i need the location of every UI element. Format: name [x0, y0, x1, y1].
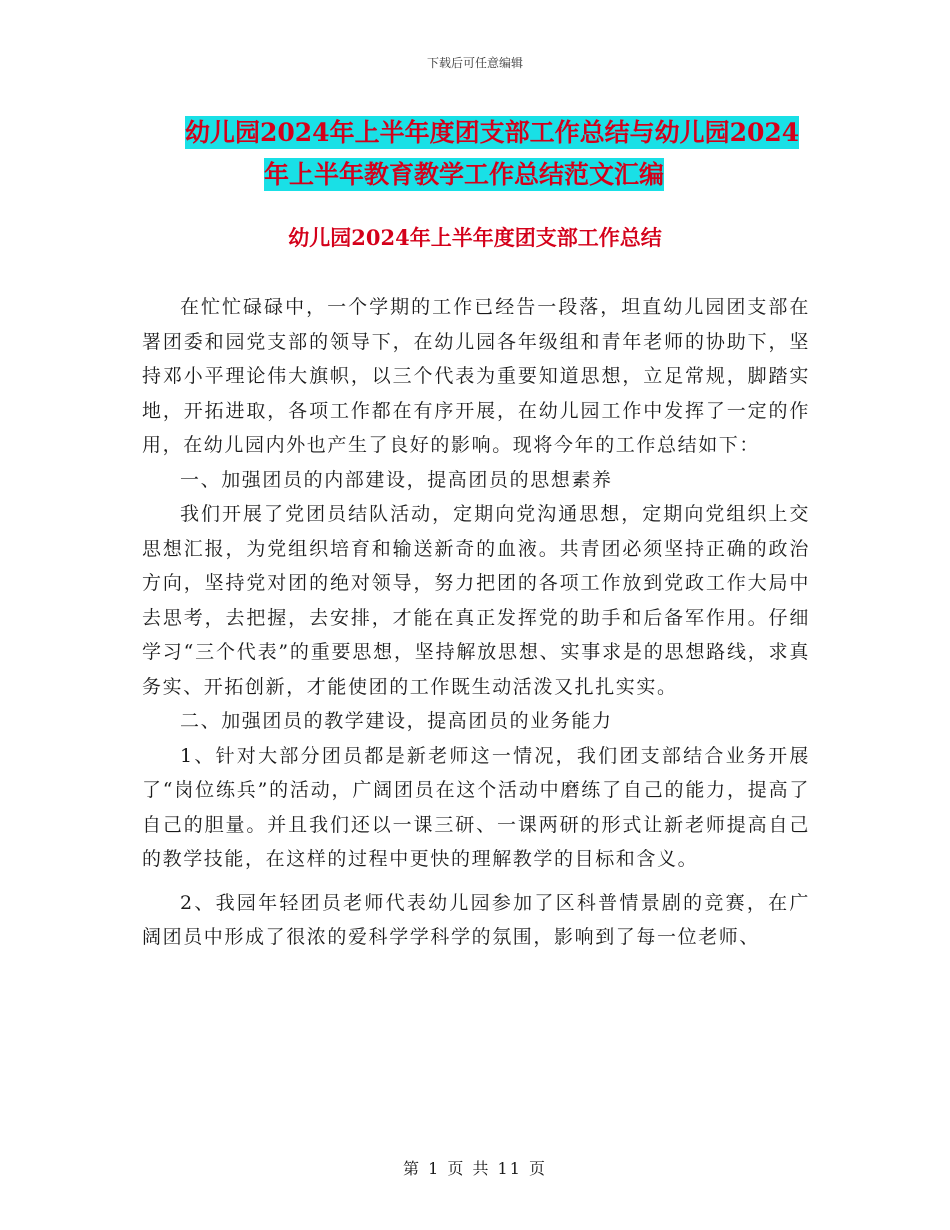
document-title — [185, 112, 825, 196]
body-text — [142, 290, 810, 955]
paragraph-heading: 二、加强团员的教学建设，提高团员的业务能力 — [180, 710, 613, 732]
page-footer: 第 1 页 共 11 页 — [403, 1159, 547, 1178]
title-line-2: 年上半年教育教学工作总结范文汇编 — [264, 160, 665, 189]
header-note: 下载后可任意编辑 — [426, 56, 523, 70]
paragraph: 2、我园年轻团员老师代表幼儿园参加了区科普情景剧的竞赛，在广阔团员中形成了很浓的爱科学学科学的氛围，影响到了每一位老师、 — [142, 891, 810, 948]
paragraph: 我们开展了党团员结队活动，定期向党沟通思想，定期向党组织上交思想汇报，为党组织培育和输送新奇的血液。共青团必须坚持正确的政治方向，坚持党对团的绝对领导，努力把团的各项工作放到党政工作大局中去思考，去把握，去安排，才能在真正发挥党的助手和后备军作用。仔细学习“三个代表”的重要思想，坚持解放思想、实事求是的思想路线，求真务实、开拓创新，才能使团的工作既生动活泼又扎扎实实。 — [142, 503, 810, 698]
paragraph: 在忙忙碌碌中，一个学期的工作已经告一段落，坦直幼儿园团支部在署团委和园党支部的领导下，在幼儿园各年级组和青年老师的协助下，坚持邓小平理论伟大旗帜，以三个代表为重要知道思想，立足常规，脚踏实地，开拓进取，各项工作都在有序开展，在幼儿园工作中发挥了一定的作用，在幼儿园内外也产生了良好的影响。现将今年的工作总结如下： — [142, 296, 810, 456]
paragraph: 1、针对大部分团员都是新老师这一情况，我们团支部结合业务开展了“岗位练兵”的活动，广阔团员在这个活动中磨练了自己的能力，提高了自己的胆量。并且我们还以一课三研、一课两研的形式让新老师提高自己的教学技能，在这样的过程中更快的理解教学的目标和含义。 — [142, 744, 810, 870]
title-line-1: 幼儿园2024年上半年度团支部工作总结与幼儿园2024 — [185, 118, 800, 147]
paragraph-heading: 一、加强团员的内部建设，提高团员的思想素养 — [180, 468, 613, 491]
section-title: 幼儿园2024年上半年度团支部工作总结 — [288, 225, 662, 250]
